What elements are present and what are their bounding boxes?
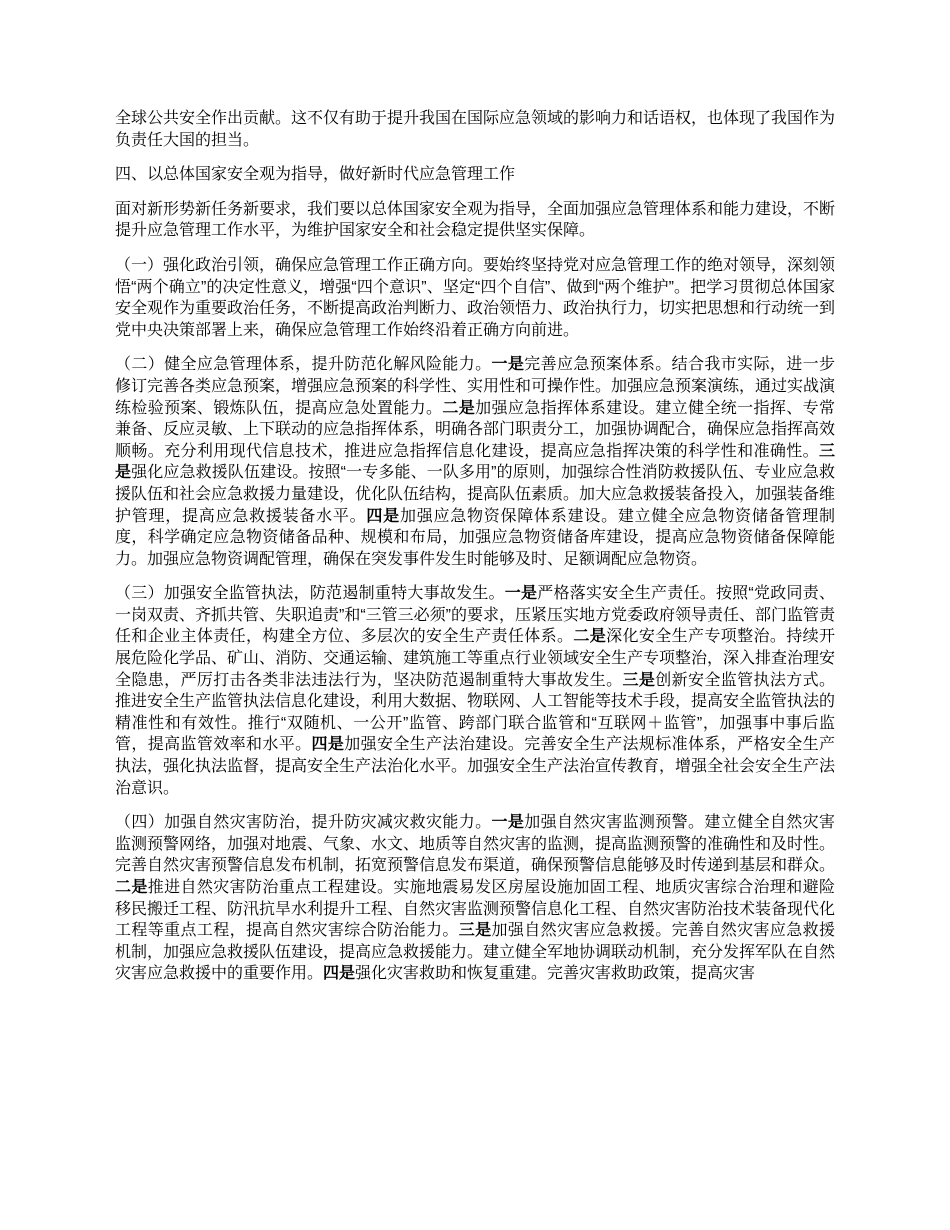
text-run: 深化安全生产专项整治。持续开展危险化学品、矿山、消防、交通运输、建筑施工等重点行业领域安全生产专项整治，深入排查治理安全隐患，严厉打击各类非法违法行为，坚决防范遏制重特大事故发生。 (115, 628, 836, 689)
text-run: 面对新形势新任务新要求，我们要以总体国家安全观为指导，全面加强应急管理体系和能力建设，不断提升应急管理工作水平，为维护国家安全和社会稳定提供坚实保障。 (115, 200, 836, 240)
text-run: 加强应急指挥体系建设。建立健全统一指挥、专常兼备、反应灵敏、上下联动的应急指挥体系，明确各部门职责分工，加强协调配合，确保应急指挥高效顺畅。充分利用现代信息技术，推进应急指挥信息化建设，提高应急指挥决策的科学性和准确性。 (115, 399, 836, 460)
bold-text-run: 一是 (491, 814, 525, 832)
heading-section-four (115, 164, 835, 186)
text-run: 加强安全生产法治建设。完善安全生产法规标准体系，严格安全生产执法，强化执法监督，提高安全生产法治化水平。加强安全生产法治宣传教育，增强全社会安全生产法治意识。 (115, 736, 836, 797)
text-run: 四、以总体国家安全观为指导，做好新时代应急管理工作 (115, 166, 516, 184)
text-run: 加强自然灾害监测预警。建立健全自然灾害监测预警网络，加强对地震、气象、水文、地质等自然灾害的监测，提高监测预警的准确性和及时性。完善自然灾害预警信息发布机制，拓宽预警信息发布渠道，确保预警信息能够及时传递到基层和群众。 (115, 814, 836, 875)
bold-text-run: 四是 (323, 965, 356, 983)
bold-text-run: 二是 (115, 879, 148, 896)
paragraph-item-four (115, 812, 835, 985)
paragraph-item-two (115, 354, 835, 570)
paragraph-item-one (115, 255, 835, 341)
bold-text-run: 四是 (311, 736, 345, 754)
text-run: 完善应急预案体系。结合我市实际，进一步修订完善各类应急预案，增强应急预案的科学性、实用性和可操作性。加强应急预案演练，通过实战演练检验预案、锻炼队伍，提高应急处置能力。 (115, 356, 836, 417)
text-run: 强化应急救援队伍建设。按照“一专多能、一队多用”的原则，加强综合性消防救援队伍、专业应急救援队伍和社会应急救援力量建设，优化队伍结构，提高队伍素质。加大应急救援装备投入，加强装备维护管理，提高应急救援装备水平。 (115, 464, 836, 525)
text-run: 严格落实安全生产责任。按照“党政同责、一岗双责、齐抓共管、失职追责”和“三管三必须”的要求，压紧压实地方党委政府领导责任、部门监管责任和企业主体责任，构建全方位、多层次的安全生产责任体系。 (115, 585, 835, 646)
bold-text-run: 四是 (366, 507, 400, 525)
bold-text-run: 一是 (491, 356, 525, 374)
bold-text-run: 一是 (504, 585, 538, 603)
text-run: 加强应急物资保障体系建设。建立健全应急物资储备管理制度，科学确定应急物资储备品种、规模和布局，加强应急物资储备库建设，提高应急物资储备保障能力。加强应急物资调配管理，确保在突发事件发生时能够及时、足额调配应急物资。 (115, 507, 835, 568)
text-run: （三）加强安全监管执法，防范遏制重特大事故发生。 (115, 585, 505, 603)
bold-text-run: 二是 (442, 399, 476, 417)
bold-text-run: 三是 (115, 442, 835, 482)
text-run: 加强自然灾害应急救援。完善自然灾害应急救援机制，加强应急救援队伍建设，提高应急救援能力。建立健全军地协调联动机制，充分发挥军队在自然灾害应急救援中的重要作用。 (115, 922, 836, 983)
text-run: （二）健全应急管理体系，提升防范化解风险能力。 (115, 356, 492, 374)
document-body (115, 108, 835, 985)
bold-text-run: 二是 (573, 628, 607, 646)
paragraph-item-three (115, 583, 835, 799)
paragraph-intro-tail (115, 108, 835, 151)
bold-text-run: 三是 (458, 922, 492, 940)
text-run: （四）加强自然灾害防治，提升防灾减灾救灾能力。 (115, 814, 492, 832)
bold-text-run: 三是 (622, 671, 656, 689)
text-run: 强化灾害救助和恢复重建。完善灾害救助政策，提高灾害 (355, 965, 756, 983)
text-run: 推进自然灾害防治重点工程建设。实施地震易发区房屋设施加固工程、地质灾害综合治理和避险移民搬迁工程、防汛抗旱水利提升工程、自然灾害监测预警信息化工程、自然灾害防治技术装备现代化工程等重点工程，提高自然灾害综合防治能力。 (115, 879, 836, 940)
paragraph-section-four-intro (115, 199, 835, 242)
text-run: 全球公共安全作出贡献。这不仅有助于提升我国在国际应急领域的影响力和话语权，也体现了我国作为负责任大国的担当。 (115, 110, 836, 149)
text-run: （一）强化政治引领，确保应急管理工作正确方向。要始终坚持党对应急管理工作的绝对领导，深刻领悟“两个确立”的决定性意义，增强“四个意识”、坚定“四个自信”、做到“两个维护”。把学习贯彻总体国家安全观作为重要政治任务，不断提高政治判断力、政治领悟力、政治执行力，切实把思想和行动统一到党中央决策部署上来，确保应急管理工作始终沿着正确方向前进。 (115, 256, 836, 339)
text-run: 创新安全监管执法方式。推进安全生产监管执法信息化建设，利用大数据、物联网、人工智能等技术手段，提高安全监管执法的精准性和有效性。推行“双随机、一公开”监管、跨部门联合监管和“互联网＋监管”，加强事中事后监管，提高监管效率和水平。 (115, 671, 836, 754)
